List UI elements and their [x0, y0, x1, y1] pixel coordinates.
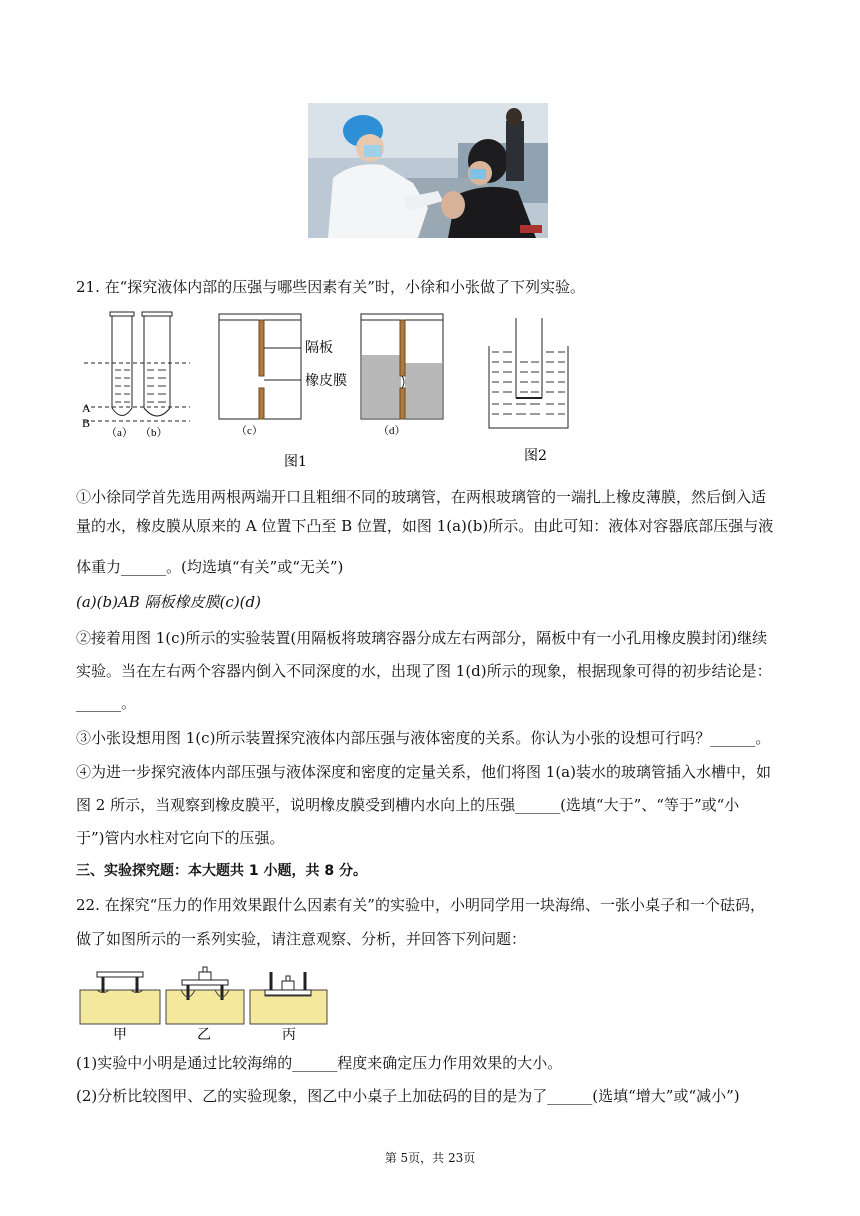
q21-part2-line3: ______。: [76, 694, 137, 712]
q21-part2-line2: 实验。当在左右两个容器内倒入不同深度的水，出现了图 1(d)所示的现象，根据现象可得的初步结论是：: [76, 662, 772, 680]
q21-part2-line1: ②接着用图 1(c)所示的实验装置(用隔板将玻璃容器分成左右两部分，隔板中有一小孔用橡皮膜封闭)继续: [76, 629, 768, 647]
figure-2: [484, 316, 574, 466]
q21-part3: ③小张设想用图 1(c)所示装置探究液体内部压强与液体密度的关系。你认为小张的设想可行吗？______。: [76, 729, 771, 747]
label-partition: 隔板: [305, 340, 333, 356]
q22-figure: [79, 964, 329, 1042]
label-A: A: [82, 401, 91, 415]
label-a: （a）: [106, 427, 133, 439]
label-B: B: [82, 416, 91, 430]
q21-stray-labels: (a)(b)AB 隔板橡皮膜(c)(d): [76, 593, 261, 611]
label-bing: 丙: [282, 1027, 296, 1042]
label-d: （d）: [378, 425, 406, 437]
label-membrane: 橡皮膜: [305, 373, 347, 389]
q21-part1-line2: 量的水，橡皮膜从原来的 A 位置下凸至 B 位置，如图 1(a)(b)所示。由此可知：液体对容器底部压强与液: [76, 517, 774, 535]
page-footer: 第 5页，共 23页: [384, 1151, 476, 1165]
section-3-heading: 三、实验探究题：本大题共 1 小题，共 8 分。: [76, 863, 367, 879]
q21-part1-line3: 体重力______。(均选填“有关”或“无关”): [76, 558, 344, 576]
q21-part1-line1: ①小徐同学首先选用两根两端开口且粗细不同的玻璃管，在两根玻璃管的一端扎上橡皮薄膜，然后倒入适: [76, 488, 767, 506]
q21-part4-line3: 于”)管内水柱对它向下的压强。: [76, 829, 285, 847]
q22-sub1: (1)实验中小明是通过比较海绵的______程度来确定压力作用效果的大小。: [76, 1054, 563, 1072]
figure-1-caption: 图1: [284, 454, 307, 470]
q22-stem-line2: 做了如图所示的一系列实验，请注意观察、分析，并回答下列问题：: [76, 930, 527, 948]
label-jia: 甲: [113, 1027, 127, 1042]
figure-1: [76, 308, 476, 478]
label-b: （b）: [140, 427, 168, 439]
q21-part4-line2: 图 2 所示，当观察到橡皮膜平，说明橡皮膜受到槽内水向上的压强______(选填“大于”、“等于”或“小: [76, 796, 740, 814]
q22-stem-line1: 22. 在探究“压力的作用效果跟什么因素有关”的实验中，小明同学用一块海绵、一张小桌子和一个砝码，: [76, 896, 765, 914]
q22-sub2: (2)分析比较图甲、乙的实验现象，图乙中小桌子上加砝码的目的是为了______(选填“增大”或“减小”): [76, 1087, 740, 1105]
vaccination-photo: [308, 103, 548, 238]
q21-stem: 21. 在“探究液体内部的压强与哪些因素有关”时，小徐和小张做了下列实验。: [76, 278, 585, 296]
label-c: （c）: [236, 425, 263, 437]
label-yi: 乙: [197, 1027, 211, 1042]
figure-2-caption: 图2: [524, 448, 547, 464]
q21-part4-line1: ④为进一步探究液体内部压强与液体深度和密度的定量关系，他们将图 1(a)装水的玻璃管插入水槽中，如: [76, 763, 771, 781]
